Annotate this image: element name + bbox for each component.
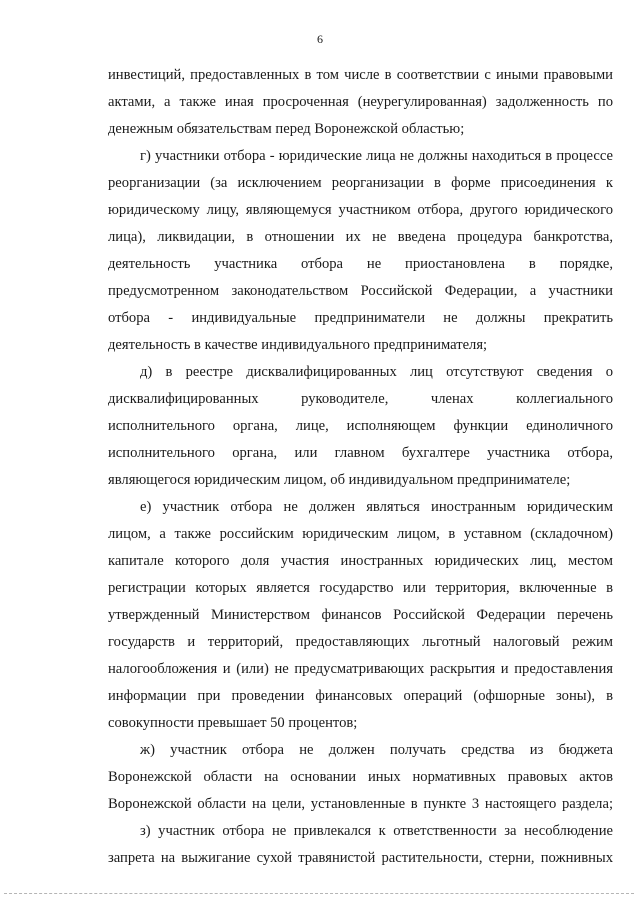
- text-line: юридическому лицу, являющемуся участником отбора, другого юридического: [108, 202, 613, 218]
- scan-edge-divider: [4, 893, 634, 894]
- text-line: регистрации которых является государство или территория, включенные в: [108, 580, 613, 596]
- text-line: з) участник отбора не привлекался к ответственности за несоблюдение: [140, 823, 613, 839]
- text-line: информации при проведении финансовых операций (офшорные зоны), в: [108, 688, 613, 704]
- paragraph-e: [108, 494, 613, 737]
- text-line: д) в реестре дисквалифицированных лиц отсутствуют сведения о: [140, 364, 613, 380]
- paragraph-d: [108, 359, 613, 494]
- text-line: являющегося юридическим лицом, об индивидуальном предпринимателе;: [108, 472, 571, 488]
- text-line: лица), ликвидации, в отношении их не введена процедура банкротства,: [108, 229, 613, 245]
- paragraph-g: [108, 143, 613, 359]
- text-line: реорганизации (за исключением реорганизации в форме присоединения к: [108, 175, 613, 191]
- text-line: государств и территорий, предоставляющих льготный налоговый режим: [108, 634, 613, 650]
- text-line: запрета на выжигание сухой травянистой растительности, стерни, пожнивных: [108, 850, 613, 866]
- text-line: Воронежской области на основании иных нормативных правовых актов: [108, 769, 613, 785]
- text-line: инвестиций, предоставленных в том числе в соответствии с иными правовыми: [108, 67, 613, 83]
- paragraph-continuation: [108, 62, 613, 143]
- text-line: денежным обязательствам перед Воронежской областью;: [108, 121, 465, 137]
- text-line: отбора - индивидуальные предприниматели не должны прекратить: [108, 310, 613, 326]
- page-number: 6: [317, 32, 323, 46]
- text-line: лицом, а также российским юридическим лицом, в уставном (складочном): [108, 526, 613, 542]
- text-line: налогообложения и (или) не предусматривающих раскрытия и предоставления: [108, 661, 613, 677]
- text-line: актами, а также иная просроченная (неурегулированная) задолженность по: [108, 94, 613, 110]
- text-line: Воронежской области на цели, установленные в пункте 3 настоящего раздела;: [108, 796, 613, 812]
- text-line: г) участники отбора - юридические лица не должны находиться в процессе: [140, 148, 613, 164]
- text-line: е) участник отбора не должен являться иностранным юридическим: [140, 499, 613, 515]
- text-line: деятельность в качестве индивидуального предпринимателя;: [108, 337, 488, 353]
- text-line: дисквалифицированных руководителе, членах коллегиального: [108, 391, 613, 407]
- text-line: предусмотренном законодательством Российской Федерации, а участники: [108, 283, 613, 299]
- text-line: исполнительного органа, или главном бухгалтере участника отбора,: [108, 445, 613, 461]
- text-line: капитале которого доля участия иностранных юридических лиц, местом: [108, 553, 613, 569]
- document-body: [108, 62, 613, 872]
- text-line: исполнительного органа, лице, исполняющем функции единоличного: [108, 418, 613, 434]
- paragraph-zh: [108, 737, 613, 818]
- text-line: деятельность участника отбора не приостановлена в порядке,: [108, 256, 613, 272]
- text-line: утвержденный Министерством финансов Российской Федерации перечень: [108, 607, 613, 623]
- text-line: ж) участник отбора не должен получать средства из бюджета: [140, 742, 613, 758]
- text-line: совокупности превышает 50 процентов;: [108, 715, 358, 731]
- paragraph-z: [108, 818, 613, 872]
